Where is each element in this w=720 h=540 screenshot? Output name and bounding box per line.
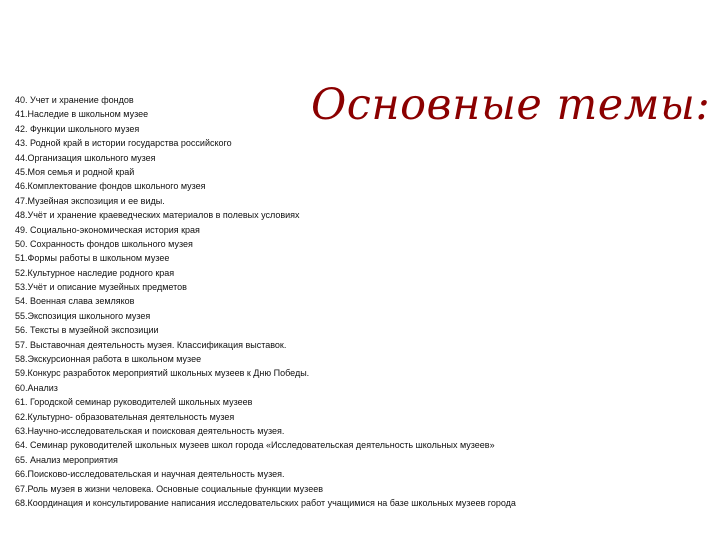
topic-item: 46.Комплектование фондов школьного музея [15,181,206,192]
topic-item: 60.Анализ [15,382,58,393]
topic-item: 41.Наследие в школьном музее [15,109,149,120]
topic-item: 43. Родной край в истории государства российского [15,138,232,149]
slide-title: Основные темы: [311,80,711,130]
topic-item: 59.Конкурс разработок мероприятий школьных музеев к Дню Победы. [15,368,310,379]
topic-item: 67.Роль музея в жизни человека. Основные социальные функции музеев [15,483,324,494]
topic-item: 47.Музейная экспозиция и ее виды. [15,195,165,206]
topic-item: 58.Экскурсионная работа в школьном музее [15,354,202,365]
topic-item: 48.Учёт и хранение краеведческих материалов в полевых условиях [15,210,300,221]
topic-item: 52.Культурное наследие родного края [15,267,175,278]
topic-item: 50. Сохранность фондов школьного музея [15,238,193,249]
topic-item: 66.Поисково-исследовательская и научная деятельность музея. [15,469,285,480]
topic-item: 62.Культурно- образовательная деятельность музея [15,411,235,422]
topic-item: 61. Городской семинар руководителей школьных музеев [15,397,253,408]
topic-item: 56. Тексты в музейной экспозиции [15,325,159,336]
topic-item: 44.Организация школьного музея [15,152,156,163]
topic-item: 54. Военная слава земляков [15,296,135,307]
topic-item: 51.Формы работы в школьном музее [15,253,170,264]
topics-list [15,93,516,510]
topic-item: 68.Координация и консультирование написания исследовательских работ учащимися на базе школьных музеев города [15,497,516,508]
topic-item: 49. Социально-экономическая история края [15,224,200,235]
topic-item: 45.Моя семья и родной край [15,166,135,177]
topic-item: 63.Научно-исследовательская и поисковая деятельность музея. [15,425,285,436]
topic-item: 40. Учет и хранение фондов [15,95,134,105]
topic-item: 65. Анализ мероприятия [15,454,118,465]
topic-item: 64. Семинар руководителей школьных музеев школ города «Исследовательская деятельность школьных музеев» [15,440,495,451]
topic-item: 57. Выставочная деятельность музея. Классификация выставок. [15,339,287,350]
topic-item: 42. Функции школьного музея [15,123,140,134]
topic-item: 55.Экспозиция школьного музея [15,310,151,321]
topic-item: 53.Учёт и описание музейных предметов [15,282,187,293]
